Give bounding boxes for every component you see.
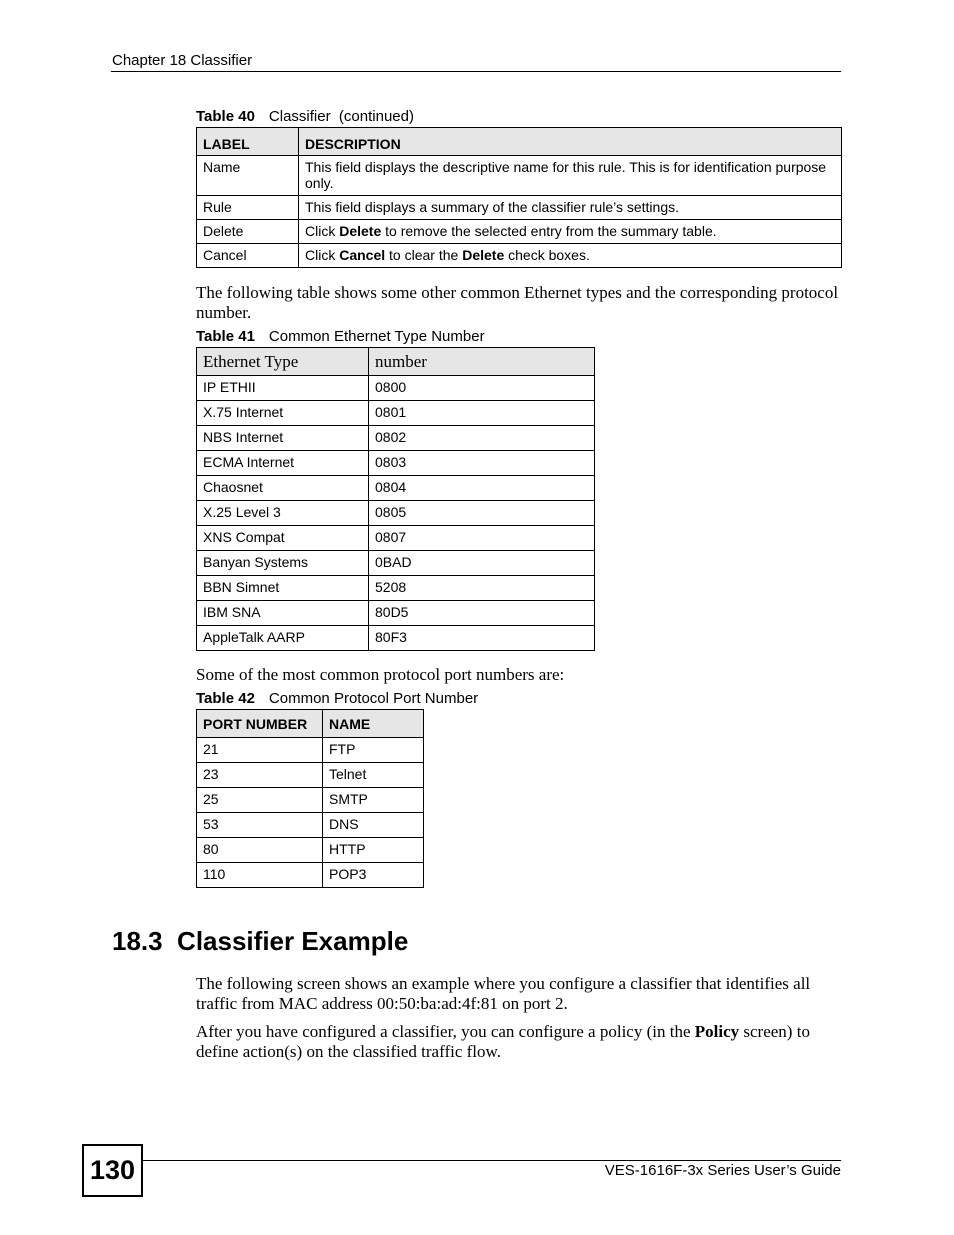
desc-bold: Delete [462,247,505,263]
desc-text: check boxes. [504,247,590,263]
port-name: Telnet [323,763,424,788]
row-label: Rule [197,196,299,220]
table-row [197,376,595,401]
row-description: This field displays a summary of the classifier rule’s settings. [299,196,842,220]
table42-title: Common Protocol Port Number [268,690,479,707]
header-rule [111,71,841,72]
paragraph-port-intro: Some of the most common protocol port numbers are: [196,665,565,684]
ethernet-number: 0801 [369,401,595,426]
col-number: number [369,348,595,376]
paragraph-example-intro: The following screen shows an example where you configure a classifier that identifies all traffic from MAC address 00:50:ba:ad:4f:81 on port 2. [196,974,811,1013]
table-row [197,156,842,196]
row-label: Name [197,156,299,196]
table-row [197,244,842,268]
page-number: 130 [82,1144,143,1197]
row-label: Cancel [197,244,299,268]
ethernet-number: 0BAD [369,551,595,576]
table41-number: Table 41 [196,328,255,345]
desc-bold: Delete [339,223,382,239]
table-row [197,738,424,763]
desc-text: Click [305,223,340,239]
desc-text: to remove the selected entry from the summary table. [381,223,717,239]
paragraph-policy [196,1022,836,1062]
port-name: DNS [323,813,424,838]
col-ethernet-type: Ethernet Type [197,348,369,376]
ethernet-number: 5208 [369,576,595,601]
section-title: 18.3 Classifier Example [112,926,409,956]
ethernet-number: 0807 [369,526,595,551]
table40-title: Classifier (continued) [268,108,414,125]
table-row [197,501,595,526]
ethernet-type: ECMA Internet [197,451,369,476]
table-header-row [197,348,595,376]
footer-rule [141,1160,841,1161]
port-number: 80 [197,838,323,863]
desc-text: to clear the [385,247,463,263]
paragraph-ethernet-intro: The following table shows some other common Ethernet types and the corresponding protocol number. [196,283,839,322]
ethernet-type: XNS Compat [197,526,369,551]
desc-bold: Cancel [339,247,386,263]
ethernet-type: Banyan Systems [197,551,369,576]
ethernet-number: 0802 [369,426,595,451]
table-row [197,576,595,601]
table-row [197,838,424,863]
ethernet-number: 80F3 [369,626,595,651]
table-row [197,196,842,220]
table42-number: Table 42 [196,690,255,707]
col-name: NAME [323,710,424,738]
port-name: FTP [323,738,424,763]
ethernet-type: IP ETHII [197,376,369,401]
port-name: HTTP [323,838,424,863]
table40-number: Table 40 [196,108,255,125]
ethernet-number: 0800 [369,376,595,401]
chapter-header: Chapter 18 Classifier [112,52,253,69]
ethernet-type: NBS Internet [197,426,369,451]
ethernet-type: IBM SNA [197,601,369,626]
port-number: 21 [197,738,323,763]
table41-title: Common Ethernet Type Number [268,328,485,345]
ethernet-number: 0803 [369,451,595,476]
col-port-number: PORT NUMBER [197,710,323,738]
desc-text: Click [305,247,340,263]
table-row [197,813,424,838]
ethernet-number: 80D5 [369,601,595,626]
policy-text: screen) to define action(s) on the classified traffic flow. [196,1022,810,1061]
table-header-row [197,710,424,738]
ethernet-number: 0804 [369,476,595,501]
table-row [197,220,842,244]
table-row [197,401,595,426]
col-label: LABEL [197,128,299,156]
classifier-table [196,127,842,268]
row-label: Delete [197,220,299,244]
port-number: 53 [197,813,323,838]
row-description: This field displays the descriptive name for this rule. This is for identification purpose only. [299,156,842,196]
protocol-port-table [196,709,424,888]
table-row [197,863,424,888]
table-row [197,763,424,788]
table-row [197,426,595,451]
table-header-row [197,128,842,156]
table-row [197,451,595,476]
port-name: POP3 [323,863,424,888]
col-description: DESCRIPTION [299,128,842,156]
ethernet-type: AppleTalk AARP [197,626,369,651]
ethernet-type: X.25 Level 3 [197,501,369,526]
ethernet-type: Chaosnet [197,476,369,501]
table-row [197,788,424,813]
port-number: 110 [197,863,323,888]
table42-caption [196,690,478,707]
ethernet-type-table [196,347,595,651]
port-name: SMTP [323,788,424,813]
row-description [299,244,842,268]
footer-guide-title: VES-1616F-3x Series User’s Guide [604,1162,841,1179]
table-row [197,551,595,576]
table40-caption [196,108,414,125]
ethernet-type: X.75 Internet [197,401,369,426]
table41-caption [196,328,485,345]
port-number: 25 [197,788,323,813]
policy-text: After you have configured a classifier, you can configure a policy (in the [196,1022,695,1041]
table-row [197,626,595,651]
port-number: 23 [197,763,323,788]
ethernet-type: BBN Simnet [197,576,369,601]
row-description [299,220,842,244]
ethernet-number: 0805 [369,501,595,526]
table-row [197,601,595,626]
table-row [197,526,595,551]
table-row [197,476,595,501]
policy-bold: Policy [694,1022,740,1041]
